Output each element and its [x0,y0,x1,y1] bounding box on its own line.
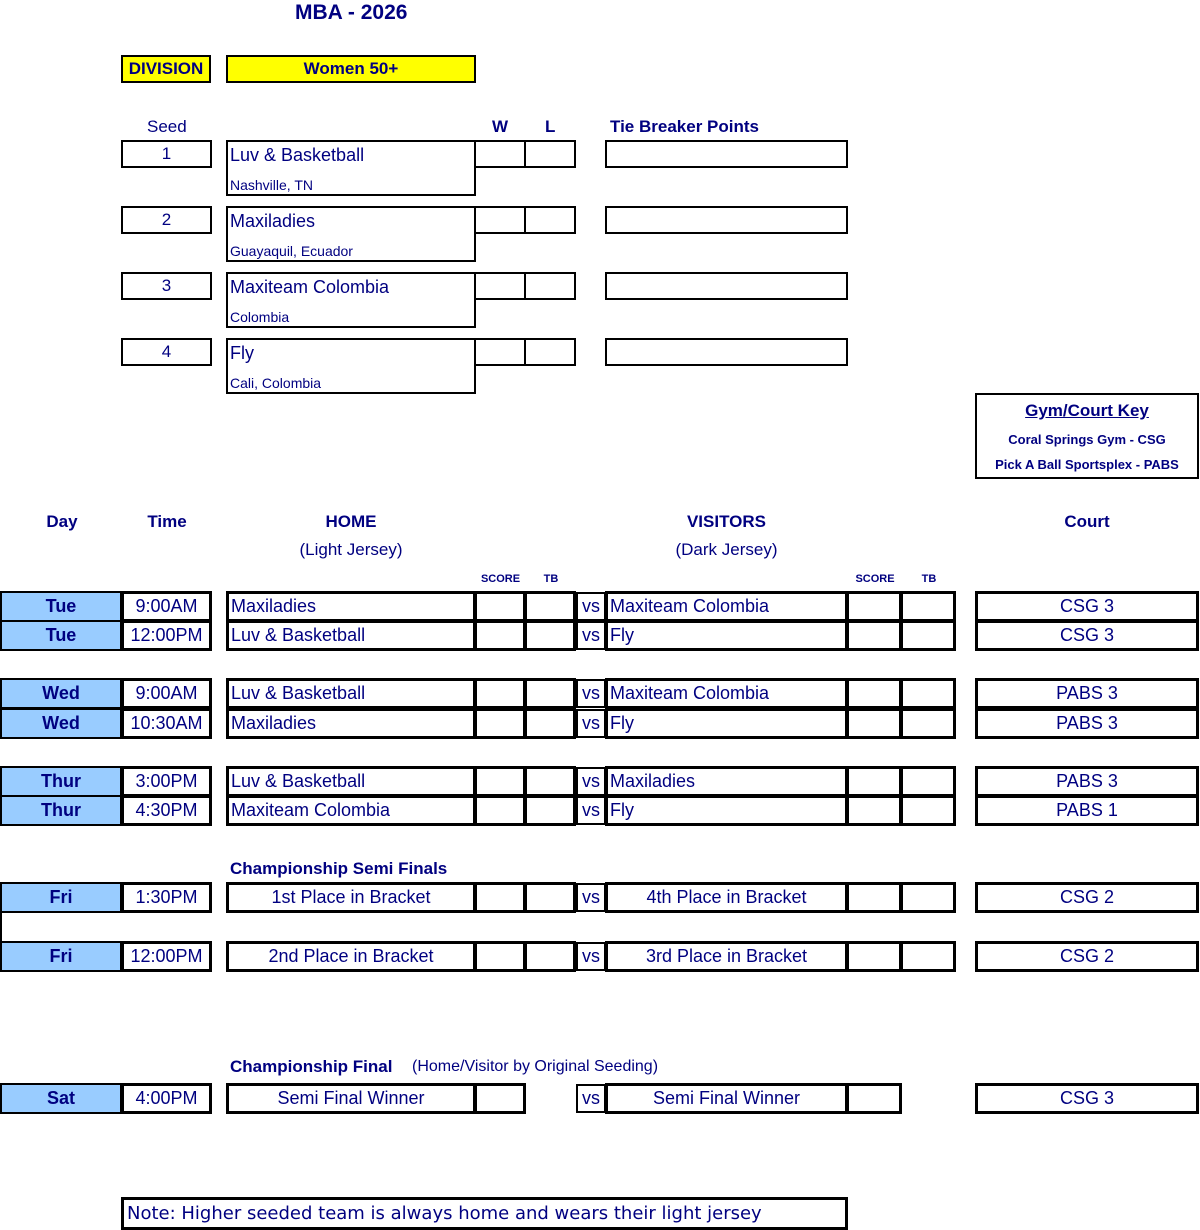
home-tb-cell[interactable] [524,882,576,913]
visitors-subheader: (Dark Jersey) [675,540,778,559]
home-score-header: SCORE [480,573,521,585]
team-card [226,272,476,328]
gym-court-key [975,393,1199,479]
team-name: Maxiteam Colombia [230,277,390,297]
time-header: Time [147,512,187,531]
home-team-cell: Semi Final Winner [226,1083,476,1114]
home-team-cell: Luv & Basketball [226,620,476,651]
time-cell: 1:30PM [121,882,212,913]
court-cell: PABS 3 [975,766,1199,797]
gym-key-title: Gym/Court Key [1025,401,1149,420]
visitor-score-cell[interactable] [846,620,902,651]
division-label: DIVISION [121,55,211,83]
team-card [226,338,476,394]
home-tb-cell[interactable] [524,708,576,739]
home-tb-cell[interactable] [524,591,576,622]
day-cell: Thur [0,795,122,826]
court-cell: PABS 3 [975,708,1199,739]
visitor-team-cell: Semi Final Winner [605,1083,848,1114]
visitor-score-cell[interactable] [846,678,902,709]
day-cell: Sat [0,1083,122,1114]
visitor-team-cell: Maxiteam Colombia [605,591,848,622]
day-cell: Wed [0,708,122,739]
visitor-team-cell: Fly [605,708,848,739]
time-cell: 12:00PM [121,941,212,972]
visitor-score-cell[interactable] [846,941,902,972]
visitor-tb-cell[interactable] [900,882,956,913]
wins-cell[interactable] [474,206,526,234]
home-team-cell: 1st Place in Bracket [226,882,476,913]
visitor-tb-cell[interactable] [900,795,956,826]
court-cell: CSG 2 [975,882,1199,913]
team-card [226,206,476,262]
visitor-tb-header: TB [921,573,937,585]
home-team-cell: Maxiladies [226,591,476,622]
vs-label: vs [576,1084,606,1113]
visitor-score-cell[interactable] [846,708,902,739]
home-subheader: (Light Jersey) [299,540,403,559]
court-cell: CSG 3 [975,591,1199,622]
tiebreaker-cell[interactable] [605,206,848,234]
losses-cell[interactable] [524,206,576,234]
gym-key-line: Coral Springs Gym - CSG [1008,432,1166,447]
vs-label: vs [576,942,606,971]
home-score-cell[interactable] [474,678,526,709]
home-header: HOME [325,512,377,531]
seed-number: 3 [121,272,212,300]
vs-label: vs [576,621,606,650]
visitor-tb-cell[interactable] [900,708,956,739]
tiebreaker-cell[interactable] [605,338,848,366]
vs-label: vs [576,709,606,738]
home-score-cell[interactable] [474,620,526,651]
time-cell: 9:00AM [121,591,212,622]
visitor-tb-cell[interactable] [900,766,956,797]
home-tb-cell[interactable] [524,678,576,709]
home-tb-cell[interactable] [524,795,576,826]
gym-key-line: Pick A Ball Sportsplex - PABS [995,457,1179,472]
home-score-cell[interactable] [474,1083,526,1114]
vs-label: vs [576,796,606,825]
tiebreaker-cell[interactable] [605,272,848,300]
team-location: Guayaquil, Ecuador [230,243,353,259]
note-text: Note: Higher seeded team is always home and wears their light jersey [127,1203,762,1224]
home-team-cell: Maxiteam Colombia [226,795,476,826]
visitor-score-cell[interactable] [846,882,902,913]
page-title: MBA - 2026 [295,1,408,24]
visitor-team-cell: Fly [605,795,848,826]
final-subtitle: (Home/Visitor by Original Seeding) [412,1058,659,1075]
visitor-score-cell[interactable] [846,766,902,797]
visitor-team-cell: Maxiteam Colombia [605,678,848,709]
vs-label: vs [576,679,606,708]
home-tb-header: TB [543,573,559,585]
losses-header: L [545,117,556,136]
visitor-tb-cell[interactable] [900,941,956,972]
losses-cell[interactable] [524,338,576,366]
note-box [121,1197,848,1230]
visitor-score-cell[interactable] [846,795,902,826]
visitors-header: VISITORS [686,512,767,531]
home-tb-cell[interactable] [524,941,576,972]
time-cell: 9:00AM [121,678,212,709]
court-cell: CSG 2 [975,941,1199,972]
visitor-team-cell: 3rd Place in Bracket [605,941,848,972]
court-cell: CSG 3 [975,620,1199,651]
bracket-connector [0,911,2,943]
seed-number: 4 [121,338,212,366]
wins-cell[interactable] [474,140,526,168]
team-name: Fly [230,343,254,363]
team-location: Cali, Colombia [230,375,322,391]
vs-label: vs [576,883,606,912]
seed-header: Seed [147,117,187,136]
home-team-cell: Luv & Basketball [226,766,476,797]
home-tb-cell[interactable] [524,766,576,797]
time-cell: 12:00PM [121,620,212,651]
team-name: Maxiladies [230,211,316,231]
home-score-cell[interactable] [474,882,526,913]
time-cell: 4:00PM [121,1083,212,1114]
day-header: Day [46,512,78,531]
tiebreaker-header: Tie Breaker Points [610,117,759,136]
wins-cell[interactable] [474,338,526,366]
visitor-score-cell[interactable] [846,591,902,622]
team-location: Colombia [230,309,290,325]
team-name: Luv & Basketball [230,145,365,165]
court-cell: PABS 1 [975,795,1199,826]
wins-cell[interactable] [474,272,526,300]
tiebreaker-cell[interactable] [605,140,848,168]
final-title: Championship Final [230,1057,393,1076]
vs-label: vs [576,592,606,621]
home-score-cell[interactable] [474,708,526,739]
day-cell: Fri [0,882,122,913]
home-team-cell: 2nd Place in Bracket [226,941,476,972]
day-cell: Tue [0,591,122,622]
court-cell: PABS 3 [975,678,1199,709]
team-card [226,140,476,196]
visitor-team-cell: Maxiladies [605,766,848,797]
home-score-cell[interactable] [474,941,526,972]
home-score-cell[interactable] [474,591,526,622]
vs-label: vs [576,767,606,796]
visitor-team-cell: 4th Place in Bracket [605,882,848,913]
day-cell: Thur [0,766,122,797]
visitor-tb-cell[interactable] [900,620,956,651]
home-team-cell: Maxiladies [226,708,476,739]
visitor-team-cell: Fly [605,620,848,651]
court-header: Court [1064,512,1110,531]
home-team-cell: Luv & Basketball [226,678,476,709]
losses-cell[interactable] [524,140,576,168]
day-cell: Fri [0,941,122,972]
home-score-cell[interactable] [474,795,526,826]
visitor-tb-cell[interactable] [900,591,956,622]
time-cell: 4:30PM [121,795,212,826]
semis-title: Championship Semi Finals [230,859,448,878]
team-location: Nashville, TN [230,177,313,193]
seed-number: 2 [121,206,212,234]
division-value[interactable]: Women 50+ [226,55,476,83]
court-cell: CSG 3 [975,1083,1199,1114]
home-tb-cell[interactable] [524,620,576,651]
seed-number: 1 [121,140,212,168]
day-cell: Wed [0,678,122,709]
day-cell: Tue [0,620,122,651]
wins-header: W [492,117,509,136]
time-cell: 10:30AM [121,708,212,739]
losses-cell[interactable] [524,272,576,300]
visitor-tb-cell[interactable] [900,678,956,709]
time-cell: 3:00PM [121,766,212,797]
visitor-score-cell[interactable] [846,1083,902,1114]
home-score-cell[interactable] [474,766,526,797]
visitor-score-header: SCORE [855,573,895,585]
